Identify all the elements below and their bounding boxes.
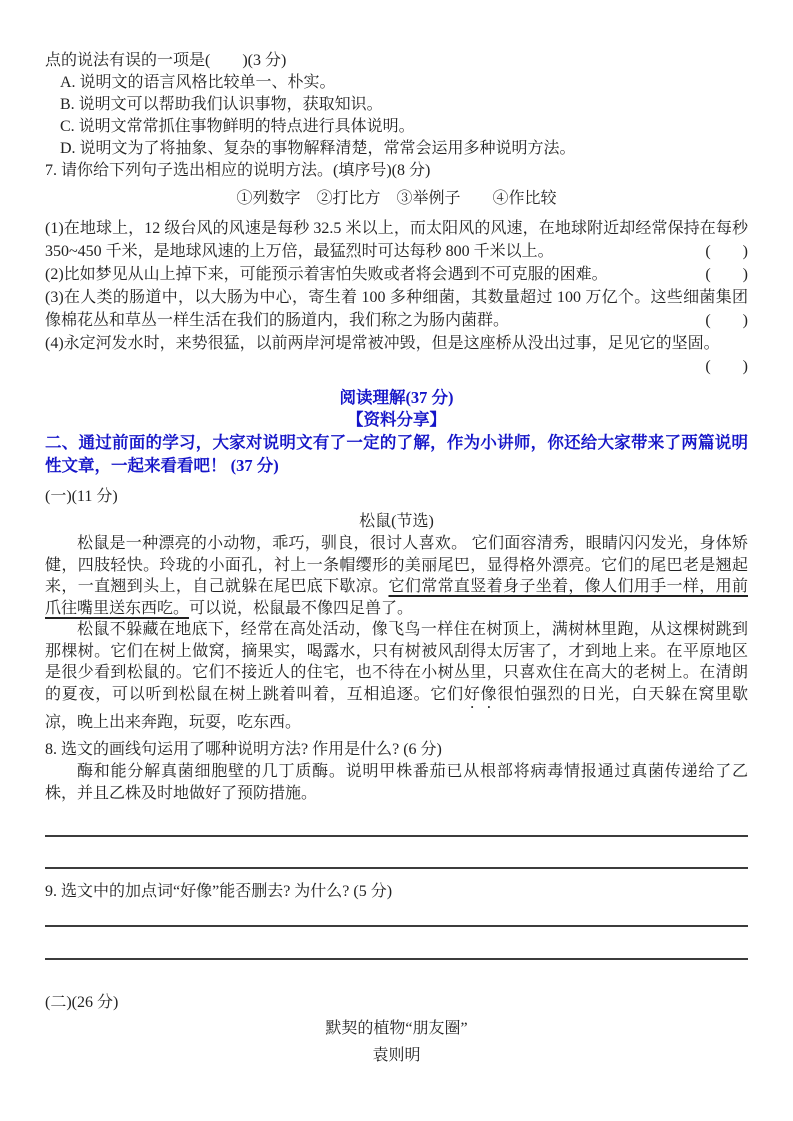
question-7-stem: 7. 请你给下列句子选出相应的说明方法。(填序号)(8 分)	[45, 162, 431, 179]
passage-1-paragraph-2	[45, 619, 748, 733]
passage-2-title: 默契的植物“朋友圈”	[325, 1020, 468, 1037]
material-share-tag: 【资料分享】	[347, 410, 446, 429]
part-2-label: (二)(26 分)	[45, 994, 119, 1011]
paragraph-2-text-before: 松鼠不躲藏在地底下，经常在高处活动，像飞鸟一样住在树顶上，满树林里跑，从这棵树跳到那棵树。它们在树上做窝，摘果实，喝露水，只有树被风刮得太厉害了，才到地上来。在平原地区是很少看到松鼠的。它们不接近人的住宅，也不待在小树丛里，只喜欢住在高大的老树上。在清朗的夏夜，可以听到松鼠在树上跳着叫着，互相追逐。它们	[45, 621, 748, 703]
answer-line-3	[45, 925, 748, 927]
question-7-item-4	[45, 332, 748, 378]
item-4-answer-blank: ( )	[705, 358, 748, 375]
paragraph-1-text-after: 可以说，松鼠最不像四足兽了。	[189, 599, 414, 617]
question-8-stem: 8. 选文的画线句运用了哪种说明方法? 作用是什么? (6 分)	[45, 741, 442, 758]
item-2-text: (2)比如梦见从山上掉下来，可能预示着害怕失败或者将会遇到不可克服的困难。	[45, 266, 608, 283]
question-7-item-2	[45, 263, 748, 286]
section-two-intro: 二、通过前面的学习，大家对说明文有了一定的了解，作为小讲师，你还给大家带来了两篇说明性文章，一起来看看吧！ (37 分)	[45, 433, 748, 475]
item-1-answer-blank: ( )	[705, 243, 748, 260]
answer-line-4	[45, 958, 748, 960]
item-2-answer-blank: ( )	[705, 266, 748, 283]
question-6-option-b: B. 说明文可以帮助我们认识事物，获取知识。	[60, 96, 383, 113]
question-6-stem: 点的说法有误的一项是( )(3 分)	[45, 52, 287, 69]
passage-2-author: 袁则明	[372, 1047, 421, 1064]
item-3-answer-blank: ( )	[705, 312, 748, 329]
question-9-stem: 9. 选文中的加点词“好像”能否删去? 为什么? (5 分)	[45, 883, 393, 900]
question-7-items	[45, 217, 748, 378]
method-option-list: ①列数字 ②打比方 ③举例子 ④作比较	[236, 190, 557, 207]
paragraph-1-text-before: 松鼠是一种漂亮的小动物，乖巧，驯良，很讨人喜欢。 它们面容清秀，眼睛闪闪发光，身体矫健，四肢轻快。玲珑的小面孔，衬上一条帽缨形的美丽尾巴，显得格外漂亮。它们的尾巴老是翘起来，一直翘到头上，自己就躲在尾巴底下歇凉。	[45, 535, 748, 595]
question-8-answer-text: 酶和能分解真菌细胞壁的几丁质酶。说明甲株番茄已从根部将病毒情报通过真菌传递给了乙株，并且乙株及时地做好了预防措施。	[45, 763, 748, 802]
passage-1-title: 松鼠(节选)	[359, 513, 434, 530]
question-6-option-d: D. 说明文为了将抽象、复杂的事物解释清楚，常常会运用多种说明方法。	[60, 140, 576, 157]
item-4-text: (4)永定河发水时，来势很猛，以前两岸河堤常被冲毁，但是这座桥从没出过事，足见它的坚固。	[45, 335, 720, 352]
item-3-text: (3)在人类的肠道中，以大肠为中心，寄生着 100 多种细菌，其数量超过 100 万亿个。这些细菌集团像棉花丛和草丛一样生活在我们的肠道内，我们称之为肠内菌群。	[45, 289, 748, 329]
answer-line-2	[45, 867, 748, 869]
item-1-text: (1)在地球上，12 级台风的风速是每秒 32.5 米以上，而太阳风的风速，在地球附近却经常保持在每秒 350~450 千米，是地球风速的上万倍，最猛烈时可达每秒 800 千米以上。	[45, 220, 748, 260]
section-title-reading-comprehension: 阅读理解(37 分)	[339, 388, 454, 407]
answer-line-1	[45, 835, 748, 837]
question-6-option-c: C. 说明文常常抓住事物鲜明的特点进行具体说明。	[60, 118, 415, 135]
paragraph-2-text-after: 很怕强烈的日光，白天躲在窝里歇凉，晚上出来奔跑，玩耍，吃东西。	[45, 685, 748, 731]
question-7-item-1	[45, 217, 748, 263]
emphasized-word: 好像	[463, 685, 498, 703]
passage-1-paragraph-1	[45, 533, 748, 619]
question-6-option-a: A. 说明文的语言风格比较单一、朴实。	[60, 74, 336, 91]
question-7-item-3	[45, 286, 748, 332]
part-1-label: (一)(11 分)	[45, 488, 118, 505]
underlined-sentence: 它们常常直竖着身子坐着，像人们用手一样，用前爪往嘴里送东西吃。	[45, 578, 748, 617]
